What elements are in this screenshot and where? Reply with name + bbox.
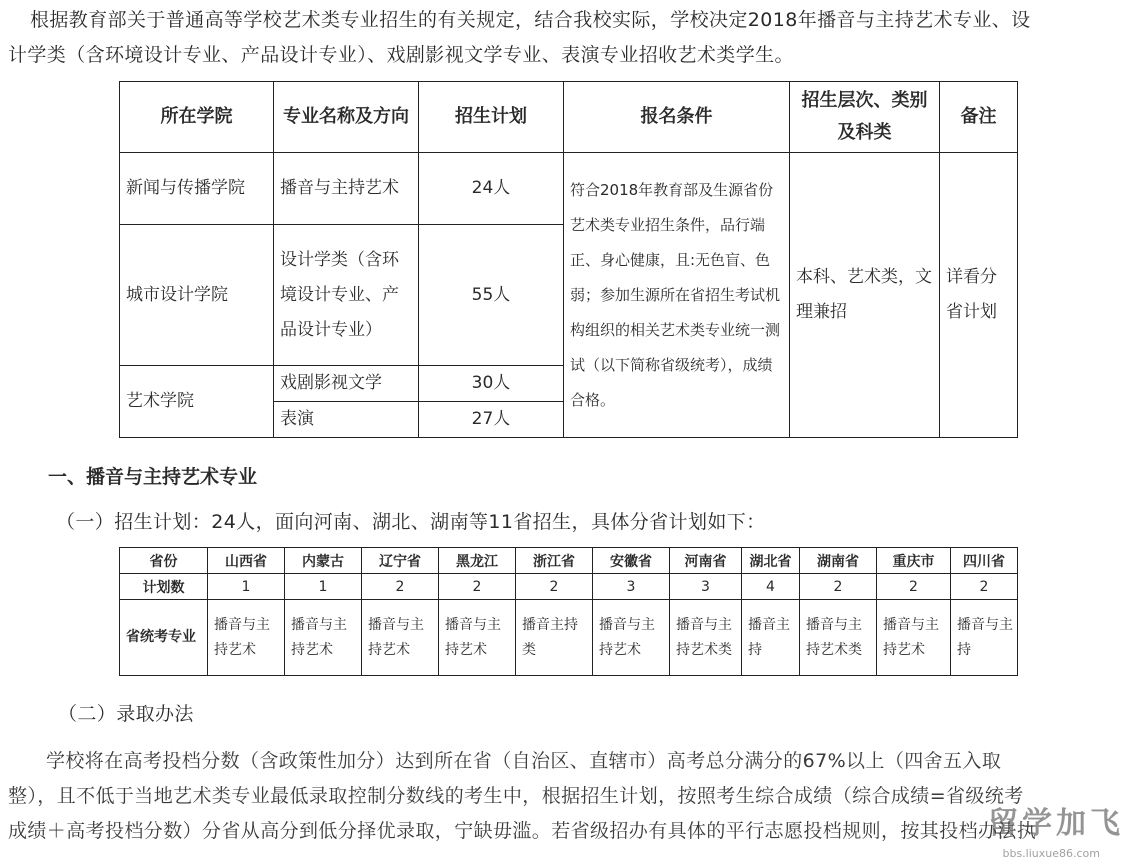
admission-paragraph-line-3: 成绩＋高考投档分数）分省从高分到低分择优录取，宁缺毋滥。若省级招办有具体的平行志愿投档规则，按其投档办法执 (8, 820, 1037, 842)
province-cell: 山西省 (208, 548, 285, 574)
province-cell: 四川省 (951, 548, 1018, 574)
exam-major-cell: 播音主持类 (516, 600, 593, 676)
exam-major-cell: 播音与主持 (951, 600, 1018, 676)
count-cell: 2 (951, 574, 1018, 600)
province-cell: 浙江省 (516, 548, 593, 574)
intro-paragraph-line-2: 计学类（含环境设计专业、产品设计专业）、戏剧影视文学专业、表演专业招收艺术类学生。 (8, 44, 794, 66)
college-cell: 艺术学院 (120, 366, 274, 438)
table-header-row (120, 82, 1018, 153)
exam-major-cell: 播音与主持艺术 (362, 600, 439, 676)
watermark-url: bbs.liuxue86.com (1002, 847, 1100, 860)
row-label-count: 计划数 (120, 574, 208, 600)
count-cell: 2 (439, 574, 516, 600)
major-cell: 播音与主持艺术 (274, 153, 419, 225)
note-cell: 详看分省计划 (940, 153, 1018, 438)
college-cell: 城市设计学院 (120, 225, 274, 366)
exam-major-cell: 播音与主持艺术 (439, 600, 516, 676)
plan-cell: 24人 (419, 153, 564, 225)
exam-major-cell: 播音与主持艺术类 (670, 600, 742, 676)
province-plan-table (119, 547, 1018, 676)
exam-major-cell: 播音与主持艺术 (593, 600, 670, 676)
header-plan: 招生计划 (419, 82, 564, 153)
plan-cell: 30人 (419, 366, 564, 402)
watermark-logo: 留学加飞 (988, 806, 1124, 841)
province-cell: 湖北省 (742, 548, 800, 574)
count-cell: 2 (877, 574, 951, 600)
header-note: 备注 (940, 82, 1018, 153)
header-major: 专业名称及方向 (274, 82, 419, 153)
exam-major-cell: 播音主持 (742, 600, 800, 676)
major-row (120, 600, 1018, 676)
province-cell: 湖南省 (800, 548, 877, 574)
exam-major-cell: 播音与主持艺术 (285, 600, 362, 676)
header-level: 招生层次、类别及科类 (790, 82, 940, 153)
province-cell: 安徽省 (593, 548, 670, 574)
count-row (120, 574, 1018, 600)
table-row (120, 153, 1018, 225)
exam-major-cell: 播音与主持艺术 (877, 600, 951, 676)
college-cell: 新闻与传播学院 (120, 153, 274, 225)
level-cell: 本科、艺术类，文理兼招 (790, 153, 940, 438)
admission-paragraph-line-2: 整），且不低于当地艺术类专业最低录取控制分数线的考生中，根据招生计划，按照考生综合成绩（综合成绩=省级统考 (8, 785, 1024, 807)
count-cell: 1 (285, 574, 362, 600)
exam-major-cell: 播音与主持艺术 (208, 600, 285, 676)
exam-major-cell: 播音与主持艺术类 (800, 600, 877, 676)
header-conditions: 报名条件 (564, 82, 790, 153)
conditions-cell: 符合2018年教育部及生源省份艺术类专业招生条件，品行端正、身心健康，且:无色盲、色弱；参加生源所在省招生考试机构组织的相关艺术类专业统一测试（以下简称省级统考），成绩合格。 (564, 153, 790, 438)
province-cell: 内蒙古 (285, 548, 362, 574)
province-row (120, 548, 1018, 574)
count-cell: 2 (516, 574, 593, 600)
admission-paragraph-line-1: 学校将在高考投档分数（含政策性加分）达到所在省（自治区、直辖市）高考总分满分的67%以上（四舍五入取 (46, 750, 1002, 772)
row-label-major: 省统考专业 (120, 600, 208, 676)
count-cell: 3 (593, 574, 670, 600)
province-cell: 重庆市 (877, 548, 951, 574)
province-cell: 河南省 (670, 548, 742, 574)
intro-paragraph-line-1: 根据教育部关于普通高等学校艺术类专业招生的有关规定，结合我校实际，学校决定2018年播音与主持艺术专业、设 (30, 9, 1031, 31)
count-cell: 3 (670, 574, 742, 600)
major-cell: 表演 (274, 402, 419, 438)
plan-cell: 55人 (419, 225, 564, 366)
admission-summary-table (119, 81, 1018, 438)
section-heading: 一、播音与主持艺术专业 (48, 466, 258, 488)
count-cell: 2 (800, 574, 877, 600)
plan-cell: 27人 (419, 402, 564, 438)
count-cell: 2 (362, 574, 439, 600)
row-label-province: 省份 (120, 548, 208, 574)
subsection-plan: （一）招生计划：24人，面向河南、湖北、湖南等11省招生，具体分省计划如下： (56, 511, 766, 533)
major-cell: 戏剧影视文学 (274, 366, 419, 402)
province-cell: 黑龙江 (439, 548, 516, 574)
count-cell: 1 (208, 574, 285, 600)
province-cell: 辽宁省 (362, 548, 439, 574)
header-college: 所在学院 (120, 82, 274, 153)
subsection-admission: （二）录取办法 (58, 703, 194, 725)
count-cell: 4 (742, 574, 800, 600)
major-cell: 设计学类（含环境设计专业、产品设计专业） (274, 225, 419, 366)
